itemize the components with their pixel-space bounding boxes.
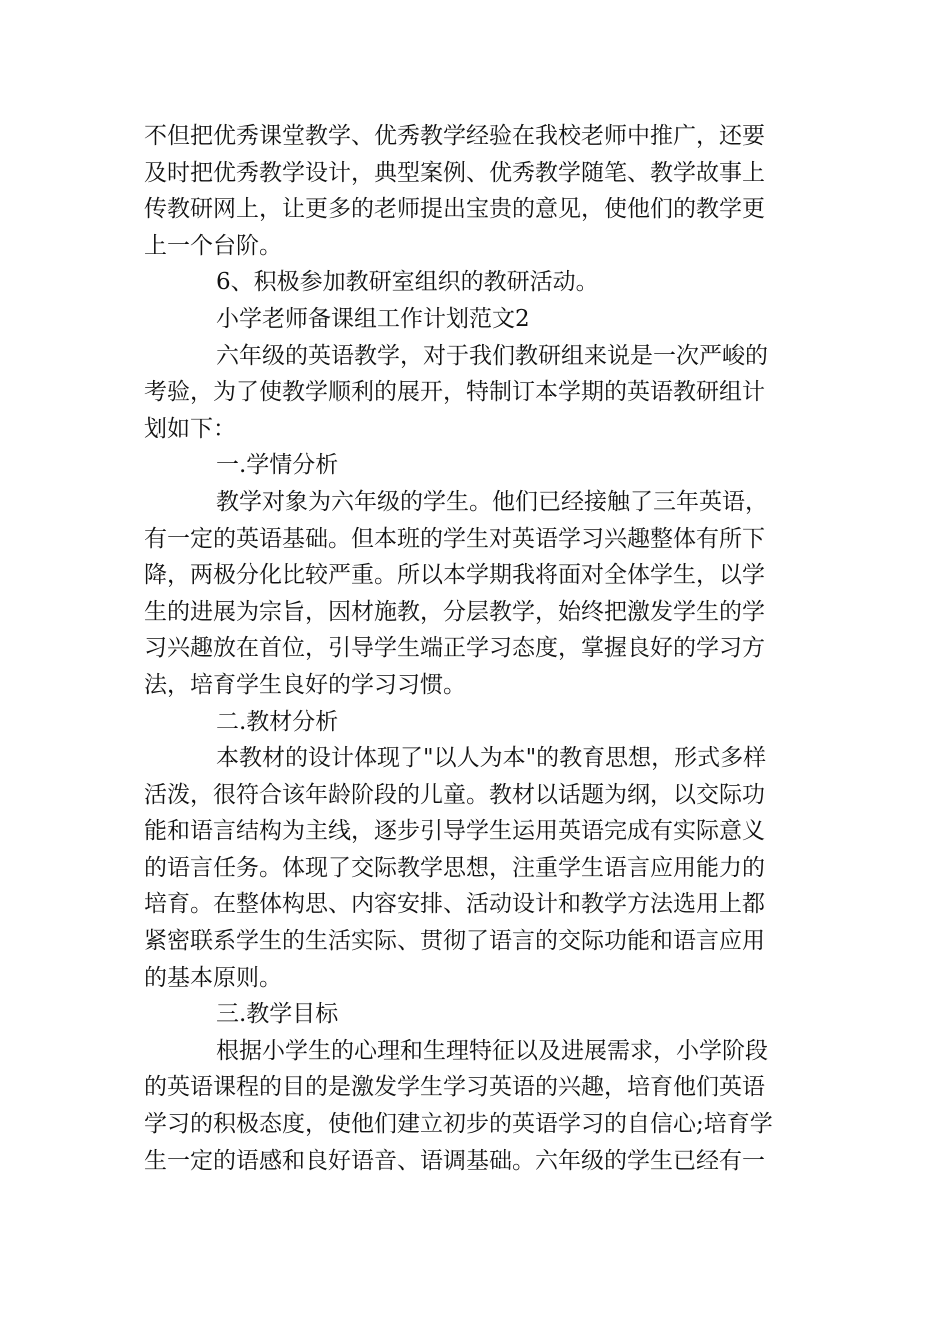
text-line: 小学老师备课组工作计划范文2 (216, 305, 530, 332)
text-line: 培育。在整体构思、内容安排、活动设计和教学方法选用上都 (144, 891, 765, 918)
text-line: 生一定的语感和良好语音、语调基础。六年级的学生已经有一 (144, 1147, 765, 1174)
text-line: 的基本原则。 (144, 964, 282, 991)
text-line: 法，培育学生良好的学习习惯。 (144, 671, 466, 698)
text-line: 紧密联系学生的生活实际、贯彻了语言的交际功能和语言应用 (144, 928, 765, 955)
text-line: 本教材的设计体现了"以人为本"的教育思想，形式多样 (216, 745, 767, 772)
text-line: 不但把优秀课堂教学、优秀教学经验在我校老师中推广，还要 (144, 123, 765, 149)
text-line: 能和语言结构为主线，逐步引导学生运用英语完成有实际意义 (144, 818, 765, 845)
text-line: 的英语课程的目的是激发学生学习英语的兴趣，培育他们英语 (144, 1074, 765, 1101)
text-line: 及时把优秀教学设计，典型案例、优秀教学随笔、教学故事上 (144, 159, 765, 186)
text-line: 有一定的英语基础。但本班的学生对英语学习兴趣整体有所下 (144, 525, 765, 552)
text-line: 活泼，很符合该年龄阶段的儿童。教材以话题为纲，以交际功 (144, 781, 765, 808)
text-line: 二.教材分析 (216, 708, 339, 735)
text-line: 教学对象为六年级的学生。他们已经接触了三年英语， (216, 488, 768, 515)
text-line: 考验，为了使教学顺利的展开，特制订本学期的英语教研组计 (144, 379, 765, 406)
text-line: 六年级的英语教学，对于我们教研组来说是一次严峻的 (216, 342, 768, 369)
document-body (144, 118, 804, 1179)
text-line: 上一个台阶。 (144, 232, 282, 259)
text-line: 6、积极参加教研室组织的教研活动。 (216, 269, 599, 296)
text-line: 划如下： (144, 415, 236, 442)
text-line: 生的进展为宗旨，因材施教，分层教学，始终把激发学生的学 (144, 598, 765, 625)
text-line: 的语言任务。体现了交际教学思想，注重学生语言应用能力的 (144, 854, 765, 881)
text-line: 降，两极分化比较严重。所以本学期我将面对全体学生，以学 (144, 562, 765, 589)
text-line: 传教研网上，让更多的老师提出宝贵的意见，使他们的教学更 (144, 196, 765, 223)
text-line: 学习的积极态度，使他们建立初步的英语学习的自信心;培育学 (144, 1111, 773, 1138)
text-line: 一.学情分析 (216, 452, 339, 479)
text-line: 习兴趣放在首位，引导学生端正学习态度，掌握良好的学习方 (144, 635, 765, 662)
text-line: 根据小学生的心理和生理特征以及进展需求，小学阶段 (216, 1037, 768, 1064)
text-line: 三.教学目标 (216, 1001, 339, 1028)
